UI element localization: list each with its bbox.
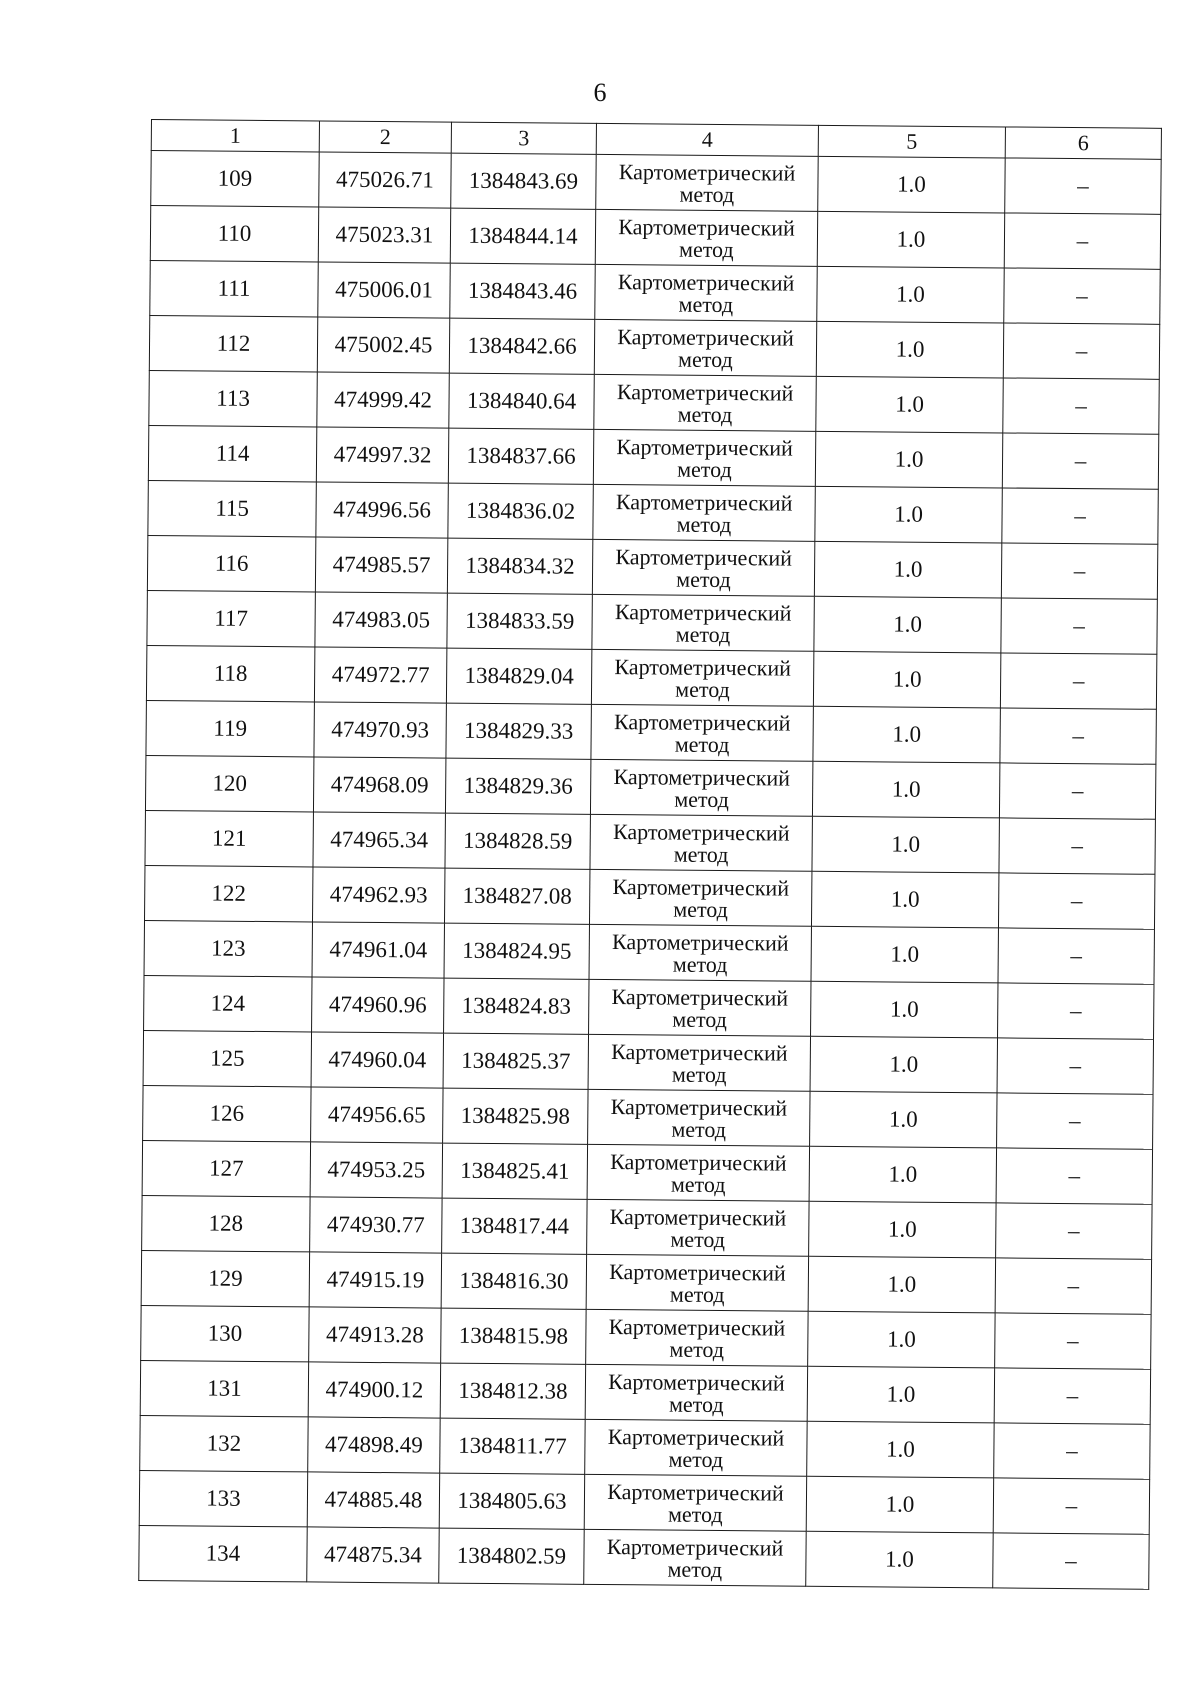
- point-number-cell: 124: [144, 975, 312, 1031]
- accuracy-cell: 1.0: [806, 1531, 993, 1588]
- coordinate-y-cell: 1384840.64: [449, 373, 594, 429]
- table-row: [141, 1250, 1151, 1314]
- point-number-cell: 125: [143, 1030, 311, 1086]
- method-line-2: метод: [670, 1226, 726, 1253]
- note-cell: –: [1002, 488, 1158, 544]
- coordinate-x-cell: 474972.77: [314, 647, 446, 703]
- point-number-cell: 110: [150, 206, 318, 262]
- note-cell: –: [996, 1203, 1152, 1259]
- method-line-2: метод: [668, 1391, 724, 1418]
- coordinate-x-cell: 474913.28: [309, 1307, 441, 1363]
- accuracy-cell: 1.0: [815, 486, 1002, 543]
- method-line-1: Картометрический: [617, 269, 795, 296]
- column-header: 6: [1005, 127, 1161, 159]
- point-number-cell: 116: [147, 535, 315, 591]
- coordinate-y-cell: 1384802.59: [439, 1528, 584, 1584]
- note-cell: –: [1003, 323, 1159, 379]
- note-cell: –: [997, 1093, 1153, 1149]
- accuracy-cell: 1.0: [814, 596, 1001, 653]
- method-line-2: метод: [670, 1171, 726, 1198]
- table-row: [146, 700, 1156, 764]
- table-row: [140, 1360, 1150, 1424]
- method-line-1: Картометрический: [618, 214, 795, 241]
- method-cell: [589, 979, 811, 1036]
- method-cell: [595, 209, 817, 266]
- method-line-1: Картометрический: [610, 1094, 788, 1121]
- table-row: [139, 1470, 1149, 1534]
- coordinate-x-cell: 474983.05: [315, 592, 447, 648]
- method-line-2: метод: [673, 896, 729, 923]
- coordinate-x-cell: 474962.93: [312, 867, 444, 923]
- method-line-2: метод: [667, 1556, 723, 1583]
- coordinate-x-cell: 474956.65: [311, 1087, 443, 1143]
- coordinate-y-cell: 1384837.66: [448, 428, 593, 484]
- accuracy-cell: 1.0: [815, 431, 1002, 488]
- point-number-cell: 117: [147, 590, 315, 646]
- method-cell: [591, 704, 813, 761]
- table-row: [147, 535, 1157, 599]
- point-number-cell: 127: [142, 1140, 310, 1196]
- note-cell: –: [1004, 268, 1160, 324]
- note-cell: –: [995, 1258, 1151, 1314]
- note-cell: –: [1004, 213, 1160, 269]
- point-number-cell: 118: [146, 645, 314, 701]
- method-line-2: метод: [678, 236, 734, 263]
- method-line-1: Картометрический: [610, 1149, 787, 1176]
- point-number-cell: 122: [145, 865, 313, 921]
- note-cell: –: [1001, 543, 1157, 599]
- coordinate-x-cell: 475023.31: [318, 207, 450, 263]
- coordinate-y-cell: 1384817.44: [442, 1198, 587, 1254]
- method-line-1: Картометрический: [614, 654, 792, 681]
- note-cell: –: [993, 1478, 1149, 1534]
- column-header: 2: [319, 121, 451, 153]
- note-cell: –: [999, 763, 1155, 819]
- method-line-1: Картометрический: [614, 599, 792, 626]
- method-line-2: метод: [669, 1281, 725, 1308]
- coordinate-y-cell: 1384843.46: [450, 263, 595, 319]
- method-line-1: Картометрический: [615, 544, 793, 571]
- coordinate-x-cell: 474965.34: [313, 812, 445, 868]
- coordinate-x-cell: 474970.93: [314, 702, 446, 758]
- point-number-cell: 120: [145, 755, 313, 811]
- method-line-1: Картометрический: [611, 1039, 788, 1066]
- note-cell: –: [997, 1038, 1153, 1094]
- method-cell: [588, 1034, 810, 1091]
- table-row: [140, 1415, 1150, 1479]
- method-cell: [586, 1309, 808, 1366]
- note-cell: –: [999, 818, 1155, 874]
- method-line-2: метод: [669, 1336, 725, 1363]
- method-line-1: Картометрический: [612, 819, 790, 846]
- point-number-cell: 115: [148, 480, 316, 536]
- table-row: [147, 590, 1157, 654]
- note-cell: –: [1001, 598, 1157, 654]
- point-number-cell: 121: [145, 810, 313, 866]
- method-cell: [593, 484, 815, 541]
- method-line-2: метод: [668, 1446, 724, 1473]
- note-cell: –: [1000, 708, 1156, 764]
- table-row: [139, 1525, 1149, 1589]
- table-row: [149, 370, 1159, 434]
- coordinate-y-cell: 1384829.04: [446, 648, 591, 704]
- method-line-1: Картометрический: [615, 489, 793, 516]
- accuracy-cell: 1.0: [810, 1091, 997, 1148]
- table-row: [142, 1140, 1152, 1204]
- accuracy-cell: 1.0: [808, 1311, 995, 1368]
- point-number-cell: 111: [150, 260, 318, 316]
- method-line-1: Картометрический: [609, 1259, 786, 1286]
- coordinate-x-cell: 474885.48: [307, 1472, 439, 1528]
- method-cell: [596, 154, 818, 211]
- accuracy-cell: 1.0: [812, 761, 999, 818]
- method-cell: [584, 1529, 806, 1586]
- coordinate-x-cell: 474997.32: [316, 427, 448, 483]
- accuracy-cell: 1.0: [814, 541, 1001, 598]
- method-cell: [595, 264, 817, 321]
- point-number-cell: 132: [140, 1415, 308, 1471]
- coordinate-x-cell: 474985.57: [315, 537, 447, 593]
- note-cell: –: [994, 1423, 1150, 1479]
- method-line-2: метод: [672, 951, 728, 978]
- table-row: [141, 1305, 1151, 1369]
- accuracy-cell: 1.0: [811, 871, 998, 928]
- accuracy-cell: 1.0: [816, 376, 1003, 433]
- point-number-cell: 131: [140, 1360, 308, 1416]
- method-cell: [590, 814, 812, 871]
- table-row: [148, 480, 1158, 544]
- method-cell: [593, 429, 815, 486]
- method-line-2: метод: [676, 566, 731, 593]
- table-row: [148, 425, 1158, 489]
- method-cell: [592, 594, 814, 651]
- coordinate-y-cell: 1384825.98: [443, 1088, 588, 1144]
- coordinate-y-cell: 1384824.83: [444, 978, 589, 1034]
- coordinate-x-cell: 474915.19: [309, 1252, 441, 1308]
- column-header: 5: [818, 125, 1005, 158]
- method-cell: [587, 1144, 809, 1201]
- note-cell: –: [1000, 653, 1156, 709]
- coordinate-y-cell: 1384836.02: [448, 483, 593, 539]
- accuracy-cell: 1.0: [811, 981, 998, 1038]
- table-row: [144, 920, 1154, 984]
- method-cell: [592, 539, 814, 596]
- coordinate-x-cell: 474898.49: [308, 1417, 440, 1473]
- column-header: 4: [596, 123, 818, 156]
- coordinates-table: [138, 119, 1162, 1590]
- method-line-1: Картометрический: [617, 324, 794, 351]
- coordinate-x-cell: 475006.01: [318, 262, 450, 318]
- method-cell: [594, 319, 816, 376]
- point-number-cell: 128: [142, 1195, 310, 1251]
- point-number-cell: 119: [146, 700, 314, 756]
- method-line-2: метод: [673, 841, 729, 868]
- column-header: 1: [151, 120, 319, 152]
- accuracy-cell: 1.0: [812, 816, 999, 873]
- coordinate-y-cell: 1384827.08: [444, 868, 589, 924]
- method-line-1: Картометрический: [607, 1424, 785, 1451]
- table-row: [150, 206, 1160, 270]
- method-line-2: метод: [675, 676, 730, 703]
- note-cell: –: [998, 928, 1154, 984]
- coordinate-x-cell: 475002.45: [317, 317, 449, 373]
- method-line-1: Картометрический: [613, 709, 791, 736]
- method-line-1: Картометрический: [616, 434, 793, 461]
- point-number-cell: 134: [139, 1525, 307, 1581]
- coordinate-y-cell: 1384833.59: [447, 593, 592, 649]
- coordinate-x-cell: 474900.12: [308, 1362, 440, 1418]
- coordinate-y-cell: 1384843.69: [451, 153, 596, 209]
- point-number-cell: 109: [151, 151, 319, 207]
- accuracy-cell: 1.0: [817, 211, 1004, 268]
- accuracy-cell: 1.0: [809, 1201, 996, 1258]
- table-row: [149, 315, 1159, 379]
- method-line-1: Картометрический: [606, 1534, 784, 1561]
- coordinate-y-cell: 1384815.98: [441, 1308, 586, 1364]
- method-line-2: метод: [671, 1116, 727, 1143]
- coordinate-x-cell: 475026.71: [319, 152, 451, 208]
- note-cell: –: [994, 1368, 1150, 1424]
- method-line-1: Картометрический: [616, 379, 794, 406]
- coordinate-y-cell: 1384811.77: [440, 1418, 585, 1474]
- method-cell: [590, 759, 812, 816]
- table-row: [142, 1195, 1152, 1259]
- coordinate-x-cell: 474960.04: [311, 1032, 443, 1088]
- note-cell: –: [998, 983, 1154, 1039]
- point-number-cell: 126: [143, 1085, 311, 1141]
- method-line-1: Картометрический: [611, 984, 789, 1011]
- note-cell: –: [996, 1148, 1152, 1204]
- coordinate-x-cell: 474968.09: [313, 757, 445, 813]
- coordinate-x-cell: 474960.96: [312, 977, 444, 1033]
- accuracy-cell: 1.0: [809, 1146, 996, 1203]
- note-cell: –: [1003, 378, 1159, 434]
- accuracy-cell: 1.0: [817, 266, 1004, 323]
- method-line-1: Картометрический: [609, 1204, 787, 1231]
- method-cell: [587, 1199, 809, 1256]
- table-row: [150, 260, 1160, 324]
- accuracy-cell: 1.0: [807, 1421, 994, 1478]
- method-line-2: метод: [677, 456, 732, 483]
- accuracy-cell: 1.0: [818, 156, 1005, 213]
- accuracy-cell: 1.0: [808, 1256, 995, 1313]
- method-cell: [585, 1364, 807, 1421]
- table-row: [146, 645, 1156, 709]
- note-cell: –: [995, 1313, 1151, 1369]
- coordinate-x-cell: 474996.56: [316, 482, 448, 538]
- method-line-2: метод: [677, 401, 733, 428]
- coordinate-y-cell: 1384816.30: [441, 1253, 586, 1309]
- method-line-2: метод: [674, 786, 729, 813]
- point-number-cell: 114: [148, 425, 316, 481]
- page-number: 6: [593, 78, 607, 107]
- point-number-cell: 113: [149, 370, 317, 426]
- note-cell: –: [1005, 158, 1161, 214]
- method-line-1: Картометрический: [608, 1369, 785, 1396]
- method-line-2: метод: [675, 621, 731, 648]
- coordinate-x-cell: 474961.04: [312, 922, 444, 978]
- table-row: [145, 810, 1155, 874]
- point-number-cell: 112: [149, 315, 317, 371]
- coordinate-y-cell: 1384842.66: [449, 318, 594, 374]
- method-line-2: метод: [667, 1501, 723, 1528]
- table-body: [139, 151, 1161, 1590]
- method-line-2: метод: [671, 1061, 727, 1088]
- method-line-2: метод: [672, 1006, 728, 1033]
- coordinate-y-cell: 1384829.36: [445, 758, 590, 814]
- method-cell: [594, 374, 816, 431]
- method-line-2: метод: [678, 346, 733, 373]
- method-cell: [589, 924, 811, 981]
- coordinate-y-cell: 1384812.38: [440, 1363, 585, 1419]
- method-cell: [588, 1089, 810, 1146]
- point-number-cell: 129: [141, 1250, 309, 1306]
- note-cell: –: [1002, 433, 1158, 489]
- method-cell: [591, 649, 813, 706]
- coordinate-y-cell: 1384825.37: [443, 1033, 588, 1089]
- accuracy-cell: 1.0: [810, 1036, 997, 1093]
- method-cell: [585, 1419, 807, 1476]
- accuracy-cell: 1.0: [813, 706, 1000, 763]
- table-row: [151, 151, 1161, 215]
- column-header: 3: [451, 122, 596, 154]
- coordinate-y-cell: 1384844.14: [450, 208, 595, 264]
- point-number-cell: 123: [144, 920, 312, 976]
- coordinate-y-cell: 1384829.33: [446, 703, 591, 759]
- coordinate-y-cell: 1384825.41: [442, 1143, 587, 1199]
- method-line-1: Картометрический: [608, 1314, 786, 1341]
- method-line-1: Картометрический: [607, 1479, 784, 1506]
- coordinate-y-cell: 1384834.32: [447, 538, 592, 594]
- method-line-1: Картометрический: [611, 929, 789, 956]
- coordinate-y-cell: 1384824.95: [444, 923, 589, 979]
- accuracy-cell: 1.0: [806, 1476, 993, 1533]
- coordinate-x-cell: 474930.77: [310, 1197, 442, 1253]
- method-line-2: метод: [679, 181, 735, 208]
- coordinate-y-cell: 1384805.63: [439, 1473, 584, 1529]
- coordinate-x-cell: 474999.42: [317, 372, 449, 428]
- method-line-1: Картометрический: [612, 874, 790, 901]
- table-row: [143, 1085, 1153, 1149]
- table-row: [145, 865, 1155, 929]
- table-row: [144, 975, 1154, 1039]
- point-number-cell: 130: [141, 1305, 309, 1361]
- method-line-2: метод: [674, 731, 730, 758]
- method-cell: [584, 1474, 806, 1531]
- table-row: [145, 755, 1155, 819]
- method-line-1: Картометрический: [613, 764, 791, 791]
- method-line-2: метод: [676, 511, 732, 538]
- accuracy-cell: 1.0: [816, 321, 1003, 378]
- accuracy-cell: 1.0: [811, 926, 998, 983]
- method-line-1: Картометрический: [618, 159, 796, 186]
- accuracy-cell: 1.0: [813, 651, 1000, 708]
- method-line-2: метод: [678, 291, 734, 318]
- method-cell: [586, 1254, 808, 1311]
- note-cell: –: [998, 873, 1154, 929]
- table-row: [143, 1030, 1153, 1094]
- coordinate-x-cell: 474875.34: [307, 1527, 439, 1583]
- coordinate-x-cell: 474953.25: [310, 1142, 442, 1198]
- method-cell: [589, 869, 811, 926]
- coordinate-y-cell: 1384828.59: [445, 813, 590, 869]
- accuracy-cell: 1.0: [807, 1366, 994, 1423]
- note-cell: –: [993, 1533, 1149, 1589]
- point-number-cell: 133: [139, 1470, 307, 1526]
